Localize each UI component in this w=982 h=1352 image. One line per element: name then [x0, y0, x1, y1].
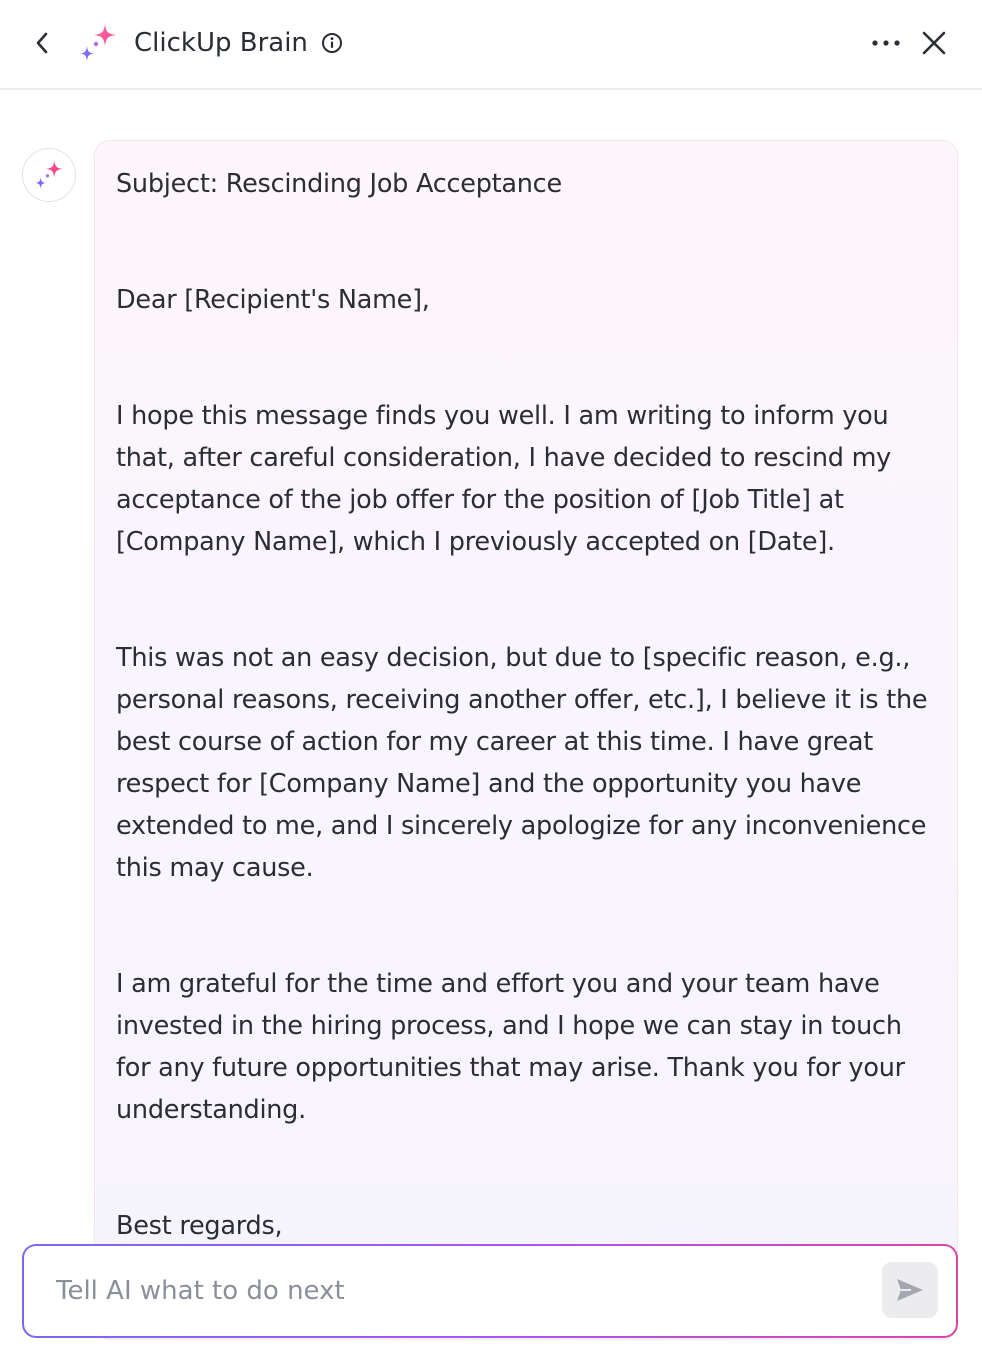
ai-prompt-composer: [22, 1244, 958, 1338]
sparkle-icon: [76, 22, 120, 64]
back-button[interactable]: [26, 26, 58, 60]
panel-title: ClickUp Brain: [134, 28, 308, 58]
ai-response-message: [94, 140, 958, 1340]
panel-header: [0, 0, 982, 90]
close-icon: [921, 30, 947, 56]
email-paragraph: This was not an easy decision, but due to [specific reason, e.g., personal reasons, receiving another offer, etc.], I believe it is the best course of action for my career at this time. I have great respect for [Company Name] and the opportunity you have extended to me, and I sincerely apologize for any inconvenience this may cause.: [116, 643, 928, 883]
ai-prompt-input[interactable]: [56, 1246, 856, 1336]
ai-avatar: [22, 148, 76, 202]
send-icon: [895, 1277, 925, 1303]
email-closing: Best regards,: [116, 1211, 283, 1241]
send-button[interactable]: [882, 1262, 938, 1318]
chat-area[interactable]: [0, 92, 982, 1241]
email-paragraph: I hope this message finds you well. I am writing to inform you that, after careful consideration, I have decided to rescind my acceptance of the job offer for the position of [Job Title] at [Company Name], which I previously accepted on [Date].: [116, 401, 891, 557]
email-greeting: Dear [Recipient's Name],: [116, 285, 430, 315]
more-options-button[interactable]: [866, 26, 906, 60]
chevron-left-icon: [33, 30, 51, 56]
more-horizontal-icon: [871, 39, 901, 47]
sparkle-icon: [32, 159, 66, 191]
info-icon[interactable]: [320, 31, 344, 55]
email-paragraph: I am grateful for the time and effort you and your team have invested in the hiring process, and I hope we can stay in touch for any future opportunities that may arise. Thank you for your understanding.: [116, 969, 905, 1125]
composer-inner: [24, 1246, 956, 1336]
close-button[interactable]: [914, 24, 954, 62]
email-subject: Subject: Rescinding Job Acceptance: [116, 169, 562, 199]
